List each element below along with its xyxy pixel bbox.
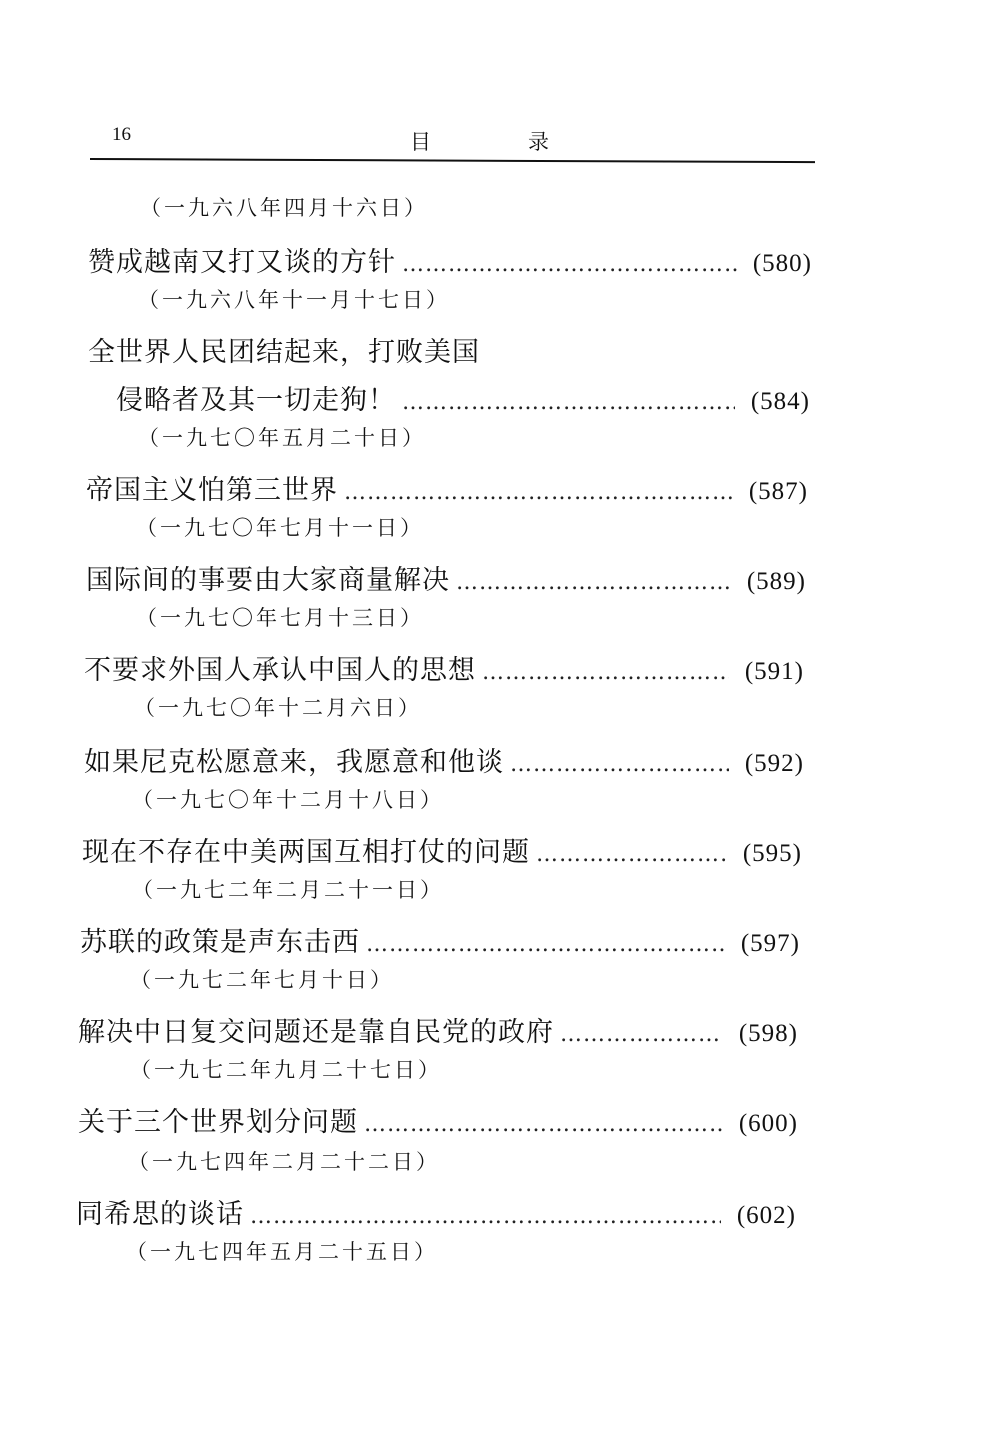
- page-header-title: 目 录: [410, 130, 587, 154]
- leader-dots: [364, 1112, 723, 1137]
- toc-page-number: (600): [738, 1110, 798, 1137]
- toc-page-number: (584): [750, 388, 810, 415]
- toc-entry: [80, 920, 800, 959]
- toc-date: （一九七四年五月二十五日）: [126, 1240, 438, 1264]
- toc-date: （一九七〇年七月十三日）: [136, 606, 424, 630]
- toc-entry: [78, 1100, 798, 1139]
- leader-dots: [456, 570, 731, 595]
- toc-page-number: (602): [736, 1202, 796, 1229]
- toc-date: （一九六八年四月十六日）: [140, 196, 428, 220]
- toc-date: （一九七〇年十二月六日）: [134, 696, 422, 720]
- toc-page-number: (597): [740, 930, 800, 957]
- leader-dots: [344, 480, 733, 505]
- leader-dots: [402, 390, 735, 415]
- toc-entry: [84, 648, 804, 687]
- toc-title: 现在不存在中美两国互相打仗的问题: [82, 837, 530, 868]
- toc-title: 帝国主义怕第三世界: [86, 475, 338, 506]
- toc-date: （一九七〇年五月二十日）: [138, 426, 426, 450]
- toc-title: 关于三个世界划分问题: [78, 1107, 358, 1138]
- toc-title: 国际间的事要由大家商量解决: [86, 565, 450, 596]
- toc-entry: [116, 378, 810, 417]
- toc-page-number: (580): [752, 250, 812, 277]
- leader-dots: [366, 932, 725, 957]
- toc-entry: [76, 1192, 796, 1231]
- toc-title: 如果尼克松愿意来，我愿意和他谈: [84, 747, 504, 778]
- toc-page-number: (587): [748, 478, 808, 505]
- toc-title: 赞成越南又打又谈的方针: [88, 247, 396, 278]
- toc-page-number: (595): [742, 840, 802, 867]
- toc-entry: [86, 468, 808, 507]
- toc-entry: [86, 558, 806, 597]
- toc-entry: [82, 830, 802, 869]
- page-number: 16: [112, 124, 131, 145]
- toc-title-first-line: 全世界人民团结起来，打败美国: [88, 337, 480, 368]
- toc-entry: [78, 1010, 798, 1049]
- toc-date: （一九七四年二月二十二日）: [128, 1150, 440, 1174]
- leader-dots: [536, 842, 727, 867]
- toc-entry: [84, 740, 804, 779]
- leader-dots: [402, 252, 737, 277]
- toc-date: （一九七二年七月十日）: [130, 968, 394, 992]
- toc-title: 侵略者及其一切走狗！: [116, 385, 396, 416]
- toc-date: （一九七〇年七月十一日）: [136, 516, 424, 540]
- leader-dots: [560, 1022, 723, 1047]
- toc-date: （一九七二年二月二十一日）: [132, 878, 444, 902]
- toc-date: （一九七〇年十二月十八日）: [132, 788, 444, 812]
- leader-dots: [510, 752, 729, 777]
- toc-title: 苏联的政策是声东击西: [80, 927, 360, 958]
- toc-title: 解决中日复交问题还是靠自民党的政府: [78, 1017, 554, 1048]
- header-rule: [90, 158, 815, 163]
- toc-page-number: (589): [746, 568, 806, 595]
- toc-title: 不要求外国人承认中国人的思想: [84, 655, 476, 686]
- leader-dots: [482, 660, 729, 685]
- toc-page-number: (598): [738, 1020, 798, 1047]
- toc-page-number: (591): [744, 658, 804, 685]
- toc-entry: [88, 240, 812, 279]
- leader-dots: [250, 1204, 721, 1229]
- toc-date: （一九七二年九月二十七日）: [130, 1058, 442, 1082]
- toc-date: （一九六八年十一月十七日）: [138, 288, 450, 312]
- toc-title: 同希思的谈话: [76, 1199, 244, 1230]
- toc-page-number: (592): [744, 750, 804, 777]
